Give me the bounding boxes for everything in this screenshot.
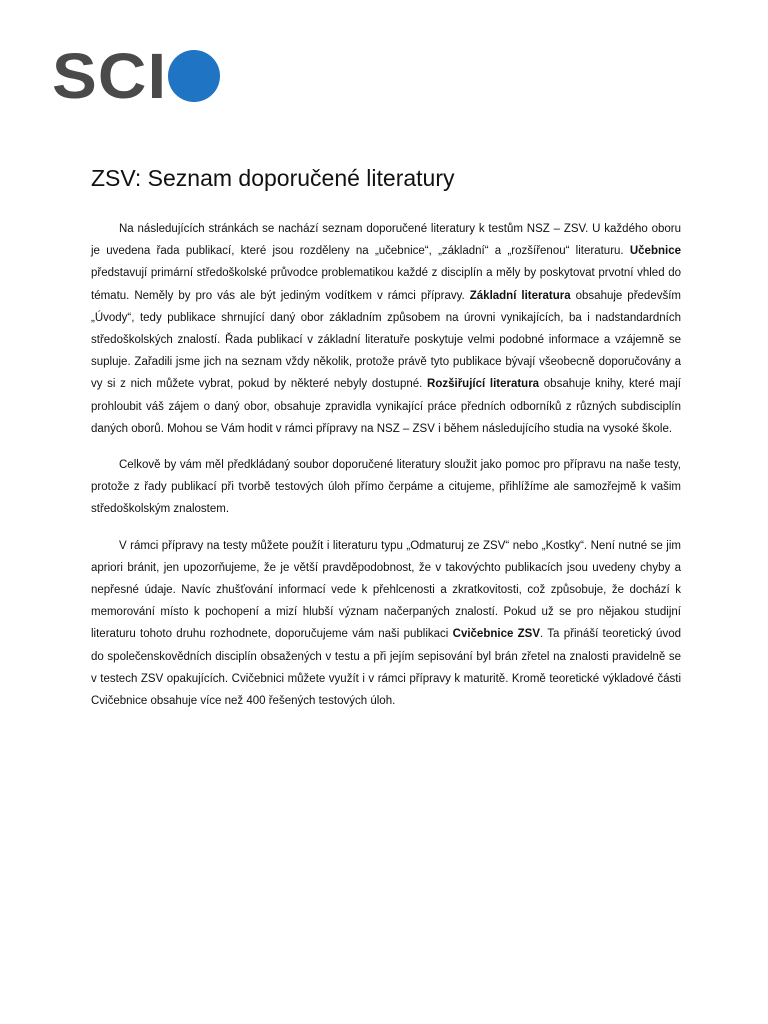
logo-wordmark: SCI xyxy=(52,40,168,112)
body-paragraph xyxy=(91,454,681,521)
text-run: V rámci přípravy na testy můžete použít i literaturu typu „Odmaturuj ze ZSV“ nebo „Kostky“. Není nutné se jim apriori bránit, jen upozorňujeme, že je větší pravděpodobnost, že v takovýchto publikacích jsou uvedeny chyby a nepřesné údaje. Navíc zhušťování informací vede k přehlcenosti a zkratkovitosti, což způsobuje, že dochází k memorování místo k pochopení a mizí hlubší význam načerpaných znalostí. Pokud už se pro nějakou studijní literaturu tohoto druhu rozhodnete, doporučujeme vám naši publikaci xyxy=(91,539,681,641)
logo-circle-icon xyxy=(168,50,220,102)
text-run: Na následujících stránkách se nachází seznam doporučené literatury k testům NSZ – ZSV. U každého oboru je uvedena řada publikací, které jsou rozděleny na „učebnice“, „základní“ a „rozšířenou“ literaturu. xyxy=(91,223,681,258)
text-run: představují primární středoškolské průvodce problematikou každé z disciplín a měly by poskytovat prvotní vhled do tématu. Neměly by pro vás ale být jediným vodítkem v rámci přípravy. xyxy=(91,267,681,302)
body-paragraph xyxy=(91,218,681,440)
body-paragraph xyxy=(91,535,681,713)
bold-term: Základní literatura xyxy=(469,289,571,302)
text-run: . Ta přináší teoretický úvod do společenskovědních disciplín obsažených v testu a při jejím sepisování byl brán zřetel na znalosti pravidelně se v testech ZSV opakujících. Cvičebnici můžete využít i v rámci přípravy k maturitě. Kromě teoretické výkladové části Cvičebnice obsahuje více než 400 řešených testových úloh. xyxy=(91,628,681,708)
text-run: obsahuje především „Úvody“, tedy publikace shrnující daný obor základním způsobem na úrovni vynikajících, ba i nadstandardních středoškolských znalostí. Řada publikací v základní literatuře poskytuje velmi podobné informace a vzájemně se supluje. Zařadili jsme jich na seznam vždy několik, protože právě tyto publikace bývají všeobecně doporučovány a vy si z nich můžete vybrat, pokud by některé nebyly dostupné. xyxy=(91,289,681,391)
text-run: obsahuje knihy, které mají prohloubit váš zájem o daný obor, obsahuje zpravidla vynikající práce předních odborníků z různých subdisciplín daných oborů. Mohou se Vám hodit v rámci přípravy na NSZ – ZSV i během následujícího studia na vysoké škole. xyxy=(91,378,681,435)
bold-term: Učebnice xyxy=(629,245,681,258)
bold-term: Rozšiřující literatura xyxy=(427,378,540,391)
document-body xyxy=(91,218,681,726)
bold-term: Cvičebnice ZSV xyxy=(452,628,541,641)
text-run: Celkově by vám měl předkládaný soubor doporučené literatury sloužit jako pomoc pro přípravu na naše testy, protože z řady publikací při tvorbě testových úloh přímo čerpáme a citujeme, přihlížíme ale samozřejmě k vašim středoškolským znalostem. xyxy=(91,459,681,516)
scio-logo xyxy=(52,40,220,112)
page-title: ZSV: Seznam doporučené literatury xyxy=(91,165,455,191)
